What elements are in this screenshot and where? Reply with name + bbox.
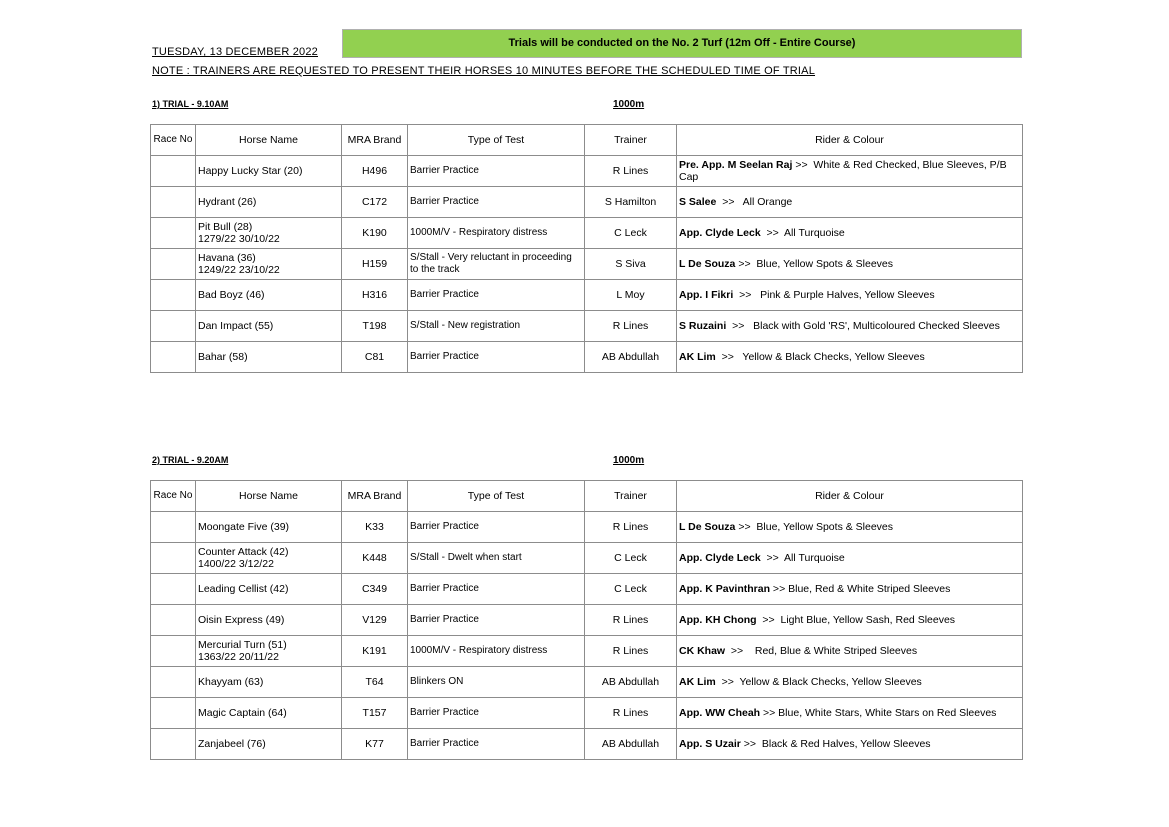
trial-2-label: 2) TRIAL - 9.20AM [152,455,229,465]
horse-name: Dan Impact (55) [198,320,274,332]
trainer-cell: AB Abdullah [585,729,677,760]
header-rider-colour: Rider & Colour [677,125,1023,156]
rider-colour-cell [677,311,1023,342]
racing-colours: >> All Turquoise [760,552,845,564]
mra-brand-cell: V129 [342,605,408,636]
trainer-cell: C Leck [585,543,677,574]
horse-name: Hydrant (26) [198,196,257,208]
racing-colours: >> All Turquoise [760,227,845,239]
test-type-cell: Barrier Practice [408,280,585,311]
test-type-cell: Barrier Practice [408,342,585,373]
trial-2-table [150,480,1023,760]
mra-brand-cell: H159 [342,249,408,280]
trainer-cell: C Leck [585,574,677,605]
horse-name-cell [196,574,342,605]
rider-colour-cell [677,698,1023,729]
race-no-cell [151,698,196,729]
rider-colour-cell [677,543,1023,574]
trainer-cell: S Hamilton [585,187,677,218]
race-no-cell [151,636,196,667]
rider-colour-cell [677,187,1023,218]
test-type-cell: S/Stall - Dwelt when start [408,543,585,574]
horse-name: Havana (36) [198,252,256,264]
table-header-row [151,481,1023,512]
race-no-cell [151,667,196,698]
rider-colour-cell [677,574,1023,605]
trainer-cell: R Lines [585,512,677,543]
rider-name: App. K Pavinthran [679,583,771,595]
table-row [151,636,1023,667]
mra-brand-cell: K190 [342,218,408,249]
table-row [151,512,1023,543]
horse-incident-ref: 1249/22 23/10/22 [198,264,280,276]
racing-colours: >> White & Red Checked, Blue Sleeves, P/B Cap [679,159,1010,183]
rider-colour-cell [677,218,1023,249]
trainer-cell: AB Abdullah [585,342,677,373]
table-row [151,249,1023,280]
horse-name: Oisin Express (49) [198,614,285,626]
race-no-cell [151,512,196,543]
rider-name: L De Souza [679,521,736,533]
header-type-of-test: Type of Test [408,125,585,156]
mra-brand-cell: H316 [342,280,408,311]
trainer-cell: S Siva [585,249,677,280]
rider-name: Pre. App. M Seelan Raj [679,159,793,171]
rider-name: App. I Fikri [679,289,734,301]
table-row [151,280,1023,311]
horse-incident-ref: 1279/22 30/10/22 [198,233,280,245]
header-mra-brand: MRA Brand [342,125,408,156]
rider-name: S Ruzaini [679,320,727,332]
course-banner: Trials will be conducted on the No. 2 Turf (12m Off - Entire Course) [342,29,1022,58]
trainer-note: NOTE : TRAINERS ARE REQUESTED TO PRESENT THEIR HORSES 10 MINUTES BEFORE THE SCHEDULED TIME OF TRIAL [152,65,816,77]
rider-name: App. WW Cheah [679,707,761,719]
horse-name: Zanjabeel (76) [198,738,266,750]
racing-colours: >> Pink & Purple Halves, Yellow Sleeves [733,289,935,301]
table-row [151,574,1023,605]
rider-name: App. Clyde Leck [679,227,761,239]
mra-brand-cell: T64 [342,667,408,698]
race-no-cell [151,605,196,636]
test-type-cell: Barrier Practice [408,698,585,729]
mra-brand-cell: K33 [342,512,408,543]
trainer-cell: L Moy [585,280,677,311]
trainer-cell: R Lines [585,311,677,342]
horse-incident-ref: 1400/22 3/12/22 [198,558,274,570]
header-race-no: Race No [151,125,196,156]
test-type-cell: Barrier Practice [408,729,585,760]
racing-colours: >> Blue, White Stars, White Stars on Red Sleeves [760,707,997,719]
racing-colours: >> Light Blue, Yellow Sash, Red Sleeves [756,614,956,626]
test-type-cell: Blinkers ON [408,667,585,698]
mra-brand-cell: T198 [342,311,408,342]
horse-name: Moongate Five (39) [198,521,290,533]
rider-name: CK Khaw [679,645,726,657]
mra-brand-cell: K77 [342,729,408,760]
rider-colour-cell [677,636,1023,667]
horse-name: Bad Boyz (46) [198,289,265,301]
horse-name-cell [196,218,342,249]
header-type-of-test: Type of Test [408,481,585,512]
racing-colours: >> Blue, Yellow Spots & Sleeves [735,258,894,270]
mra-brand-cell: K191 [342,636,408,667]
horse-name-cell [196,512,342,543]
mra-brand-cell: C81 [342,342,408,373]
horse-name-cell [196,280,342,311]
race-no-cell [151,187,196,218]
table-row [151,342,1023,373]
table-row [151,543,1023,574]
race-no-cell [151,342,196,373]
test-type-cell: Barrier Practice [408,574,585,605]
header-horse-name: Horse Name [196,481,342,512]
table-row [151,729,1023,760]
trainer-cell: R Lines [585,636,677,667]
racing-colours: >> Black & Red Halves, Yellow Sleeves [740,738,931,750]
trainer-cell: R Lines [585,156,677,187]
mra-brand-cell: C172 [342,187,408,218]
horse-name: Pit Bull (28) [198,221,253,233]
race-no-cell [151,574,196,605]
horse-name-cell [196,605,342,636]
rider-colour-cell [677,667,1023,698]
mra-brand-cell: C349 [342,574,408,605]
table-row [151,156,1023,187]
racing-colours: >> Yellow & Black Checks, Yellow Sleeves [715,676,922,688]
horse-name-cell [196,156,342,187]
test-type-cell: 1000M/V - Respiratory distress [408,636,585,667]
header-mra-brand: MRA Brand [342,481,408,512]
test-type-cell: Barrier Practice [408,156,585,187]
racing-colours: >> Blue, Yellow Spots & Sleeves [735,521,894,533]
header-trainer: Trainer [585,125,677,156]
table-row [151,311,1023,342]
test-type-cell: 1000M/V - Respiratory distress [408,218,585,249]
trial-date: TUESDAY, 13 DECEMBER 2022 [152,46,318,58]
trainer-cell: C Leck [585,218,677,249]
horse-name-cell [196,698,342,729]
rider-colour-cell [677,729,1023,760]
mra-brand-cell: H496 [342,156,408,187]
test-type-cell: S/Stall - Very reluctant in proceeding to the track [408,249,585,280]
rider-name: L De Souza [679,258,736,270]
racing-colours: >> Red, Blue & White Striped Sleeves [725,645,918,657]
rider-name: App. KH Chong [679,614,757,626]
rider-name: AK Lim [679,351,716,363]
race-no-cell [151,218,196,249]
rider-name: App. S Uzair [679,738,741,750]
header-horse-name: Horse Name [196,125,342,156]
race-no-cell [151,249,196,280]
horse-name-cell [196,311,342,342]
rider-name: AK Lim [679,676,716,688]
rider-name: App. Clyde Leck [679,552,761,564]
racing-colours: >> Yellow & Black Checks, Yellow Sleeves [715,351,925,363]
table-row [151,667,1023,698]
rider-colour-cell [677,512,1023,543]
header-race-no: Race No [151,481,196,512]
mra-brand-cell: T157 [342,698,408,729]
test-type-cell: Barrier Practice [408,512,585,543]
rider-colour-cell [677,280,1023,311]
race-no-cell [151,311,196,342]
table-header-row [151,125,1023,156]
table-row [151,605,1023,636]
header-trainer: Trainer [585,481,677,512]
test-type-cell: Barrier Practice [408,605,585,636]
horse-name-cell [196,729,342,760]
trial-1-label: 1) TRIAL - 9.10AM [152,99,229,109]
race-no-cell [151,156,196,187]
rider-colour-cell [677,605,1023,636]
trial-1-table [150,124,1023,373]
horse-name-cell [196,636,342,667]
trainer-cell: AB Abdullah [585,667,677,698]
horse-name: Magic Captain (64) [198,707,287,719]
horse-incident-ref: 1363/22 20/11/22 [198,651,279,663]
horse-name-cell [196,543,342,574]
horse-name: Bahar (58) [198,351,248,363]
race-no-cell [151,543,196,574]
rider-colour-cell [677,249,1023,280]
trainer-cell: R Lines [585,605,677,636]
race-no-cell [151,280,196,311]
rider-colour-cell [677,342,1023,373]
trial-1-distance: 1000m [613,99,645,110]
header-rider-colour: Rider & Colour [677,481,1023,512]
test-type-cell: S/Stall - New registration [408,311,585,342]
trainer-cell: R Lines [585,698,677,729]
mra-brand-cell: K448 [342,543,408,574]
rider-colour-cell [677,156,1023,187]
racing-colours: >> All Orange [716,196,793,208]
horse-name-cell [196,667,342,698]
horse-name-cell [196,187,342,218]
table-row [151,698,1023,729]
horse-name: Mercurial Turn (51) [198,639,287,651]
horse-name: Khayyam (63) [198,676,264,688]
horse-name: Happy Lucky Star (20) [198,165,303,177]
race-no-cell [151,729,196,760]
horse-name: Counter Attack (42) [198,546,289,558]
racing-colours: >> Blue, Red & White Striped Sleeves [770,583,951,595]
table-row [151,187,1023,218]
horse-name-cell [196,342,342,373]
rider-name: S Salee [679,196,717,208]
racing-colours: >> Black with Gold 'RS', Multicoloured Checked Sleeves [726,320,1000,332]
horse-name: Leading Cellist (42) [198,583,289,595]
table-row [151,218,1023,249]
horse-name-cell [196,249,342,280]
trial-2-distance: 1000m [613,455,645,466]
test-type-cell: Barrier Practice [408,187,585,218]
